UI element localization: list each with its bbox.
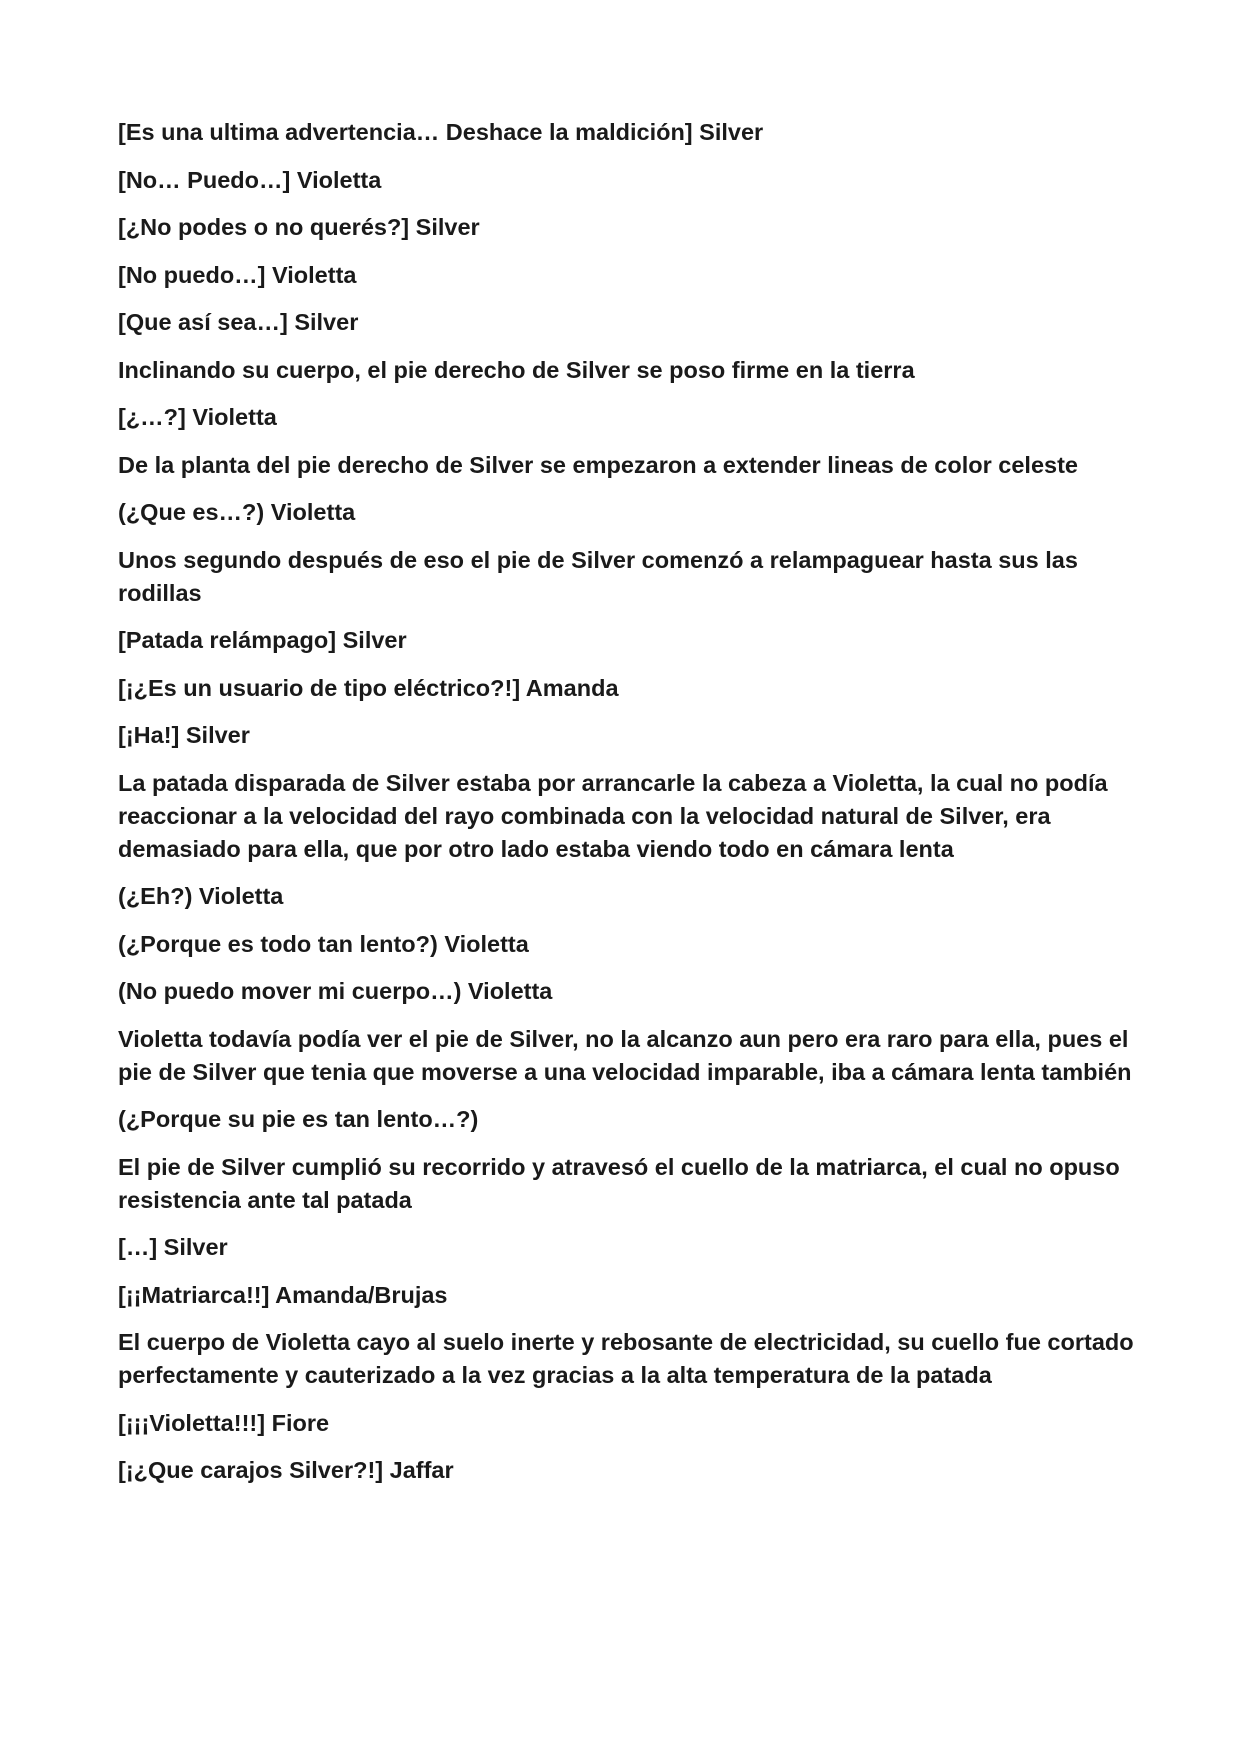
paragraph: [No… Puedo…] Violetta [118, 166, 382, 193]
paragraph: [Es una ultima advertencia… Deshace la maldición] Silver [118, 119, 764, 145]
paragraph: (¿Eh?) Violetta [118, 883, 284, 909]
paragraph: [¡¡Matriarca!!] Amanda/Brujas [118, 1281, 448, 1308]
paragraph: [¿No podes o no querés?] Silver [118, 214, 480, 240]
paragraph: Unos segundo después de eso el pie de Silver comenzó a relampaguear hasta sus las rodillas [118, 546, 1078, 606]
paragraph: [¡¿Que carajos Silver?!] Jaffar [118, 1457, 454, 1483]
paragraph: [¡¡¡Violetta!!!] Fiore [118, 1409, 330, 1436]
paragraph: El pie de Silver cumplió su recorrido y atravesó el cuello de la matriarca, el cual no opuso resistencia ante tal patada [118, 1153, 1120, 1213]
paragraph: El cuerpo de Violetta cayo al suelo inerte y rebosante de electricidad, su cuello fue cortado perfectamente y cauterizado a la vez gracias a la alta temperatura de la patada [118, 1329, 1134, 1388]
paragraph: (No puedo mover mi cuerpo…) Violetta [118, 978, 553, 1004]
paragraph: De la planta del pie derecho de Silver se empezaron a extender lineas de color celeste [118, 451, 1078, 478]
paragraph: La patada disparada de Silver estaba por arrancarle la cabeza a Violetta, la cual no podía reaccionar a la velocidad del rayo combinada con la velocidad natural de Silver, era demasiado para ella, que por otro lado estaba viendo todo en cámara lenta [118, 769, 1108, 862]
paragraph: (¿Que es…?) Violetta [118, 499, 356, 525]
paragraph: [No puedo…] Violetta [118, 261, 357, 288]
paragraph: [¡¿Es un usuario de tipo eléctrico?!] Amanda [118, 674, 619, 701]
paragraph: (¿Porque es todo tan lento?) Violetta [118, 930, 529, 957]
paragraph: […] Silver [118, 1234, 228, 1260]
paragraph: Violetta todavía podía ver el pie de Silver, no la alcanzo aun pero era raro para ella, pues el pie de Silver que tenia que moverse a una velocidad imparable, iba a cámara lenta también [118, 1025, 1132, 1085]
paragraph: [¿…?] Violetta [118, 404, 277, 430]
paragraph: Inclinando su cuerpo, el pie derecho de Silver se poso firme en la tierra [118, 356, 915, 383]
paragraph: [Que así sea…] Silver [118, 309, 359, 335]
paragraph: [Patada relámpago] Silver [118, 627, 407, 653]
document-page [118, 116, 1138, 1502]
paragraph: (¿Porque su pie es tan lento…?) [118, 1106, 479, 1132]
paragraph: [¡Ha!] Silver [118, 722, 250, 748]
